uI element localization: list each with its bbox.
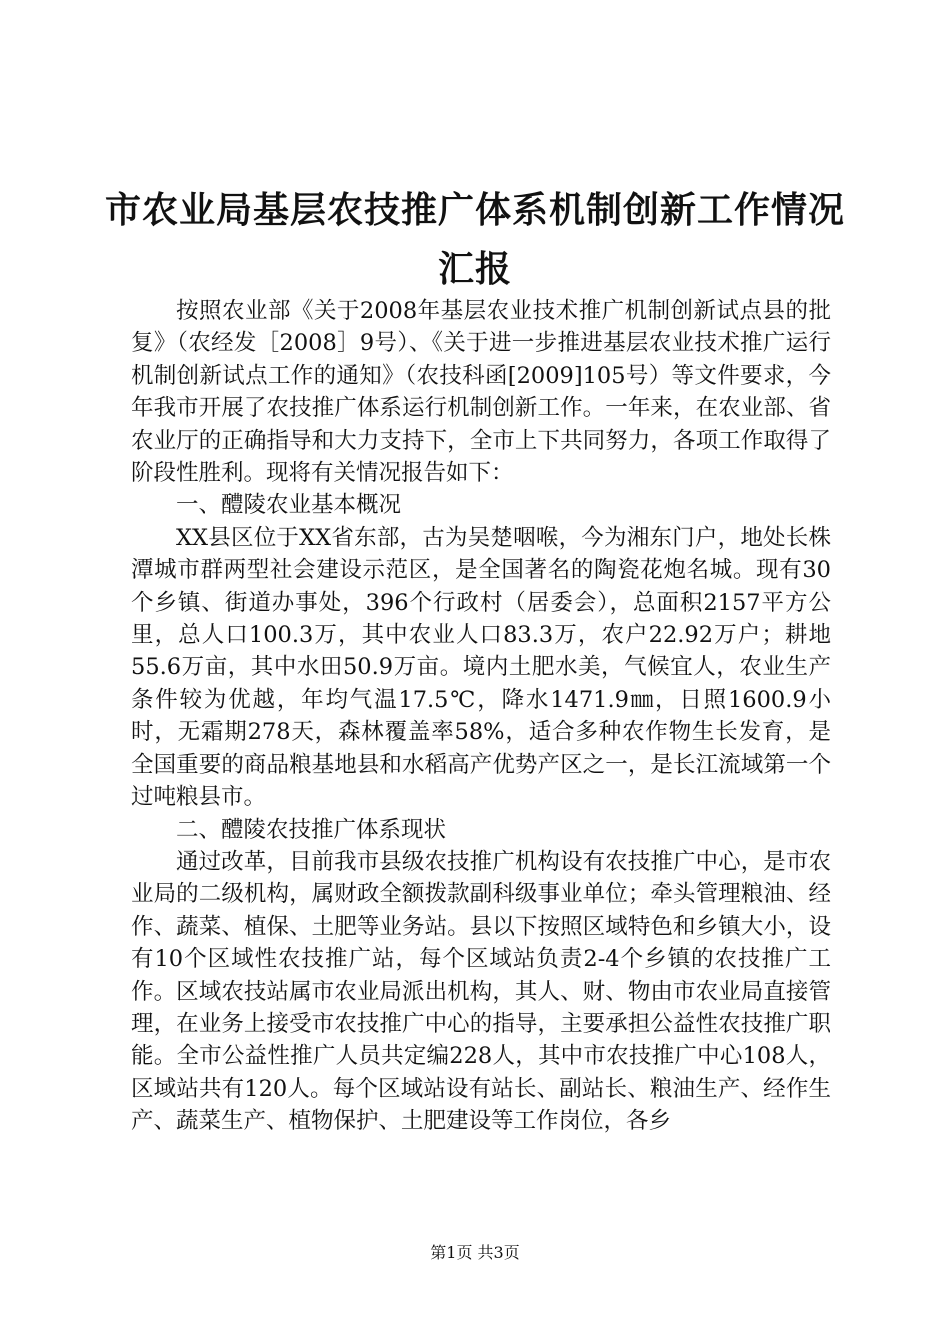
paragraph-intro: 按照农业部《关于2008年基层农业技术推广机制创新试点县的批复》（农经发［2008］9号）、《关于进一步推进基层农业技术推广运行机制创新试点工作的通知》（农技科函[2009]105号）等文件要求，今年我市开展了农技推广体系运行机制创新工作。一年来，在农业部、省农业厅的正确指导和大力支持下，全市上下共同努力，各项工作取得了阶段性胜利。现将有关情况报告如下：	[131, 298, 831, 487]
page-footer: 第1页 共3页	[430, 1243, 520, 1262]
paragraph-system-status: 通过改革，目前我市县级农技推广机构设有农技推广中心，是市农业局的二级机构，属财政全额拨款副科级事业单位；牵头管理粮油、经作、蔬菜、植保、土肥等业务站。县以下按照区域特色和乡镇大小，设有10个区域性农技推广站，每个区域站负责2-4个乡镇的农技推广工作。区域农技站属市农业局派出机构，其人、财、物由市农业局直接管理，在业务上接受市农技推广中心的指导，主要承担公益性农技推广职能。全市公益性推广人员共定编228人，其中市农技推广中心108人，区域站共有120人。每个区域站设有站长、副站长、粮油生产、经作生产、蔬菜生产、植物保护、土肥建设等工作岗位，各乡	[131, 848, 831, 1135]
document-title-line-2: 汇报	[437, 248, 512, 290]
paragraph-overview: XX县区位于XX省东部，古为吴楚咽喉，今为湘东门户，地处长株潭城市群两型社会建设示范区，是全国著名的陶瓷花炮名城。现有30个乡镇、街道办事处，396个行政村（居委会），总面积2157平方公里，总人口100.3万，其中农业人口83.3万，农户22.92万户；耕地55.6万亩，其中水田50.9万亩。境内土肥水美，气候宜人，农业生产条件较为优越，年均气温17.5℃，降水1471.9㎜，日照1600.9小时，无霜期278天，森林覆盖率58%，适合多种农作物生长发育，是全国重要的商品粮基地县和水稻高产优势产区之一，是长江流域第一个过吨粮县市。	[131, 524, 831, 811]
document-body	[131, 295, 831, 1138]
section-heading-1: 一、醴陵农业基本概况	[176, 492, 402, 519]
section-heading-2: 二、醴陵农技推广体系现状	[176, 816, 447, 843]
document-title-line-1: 市农业局基层农技推广体系机制创新工作情况	[104, 189, 845, 231]
